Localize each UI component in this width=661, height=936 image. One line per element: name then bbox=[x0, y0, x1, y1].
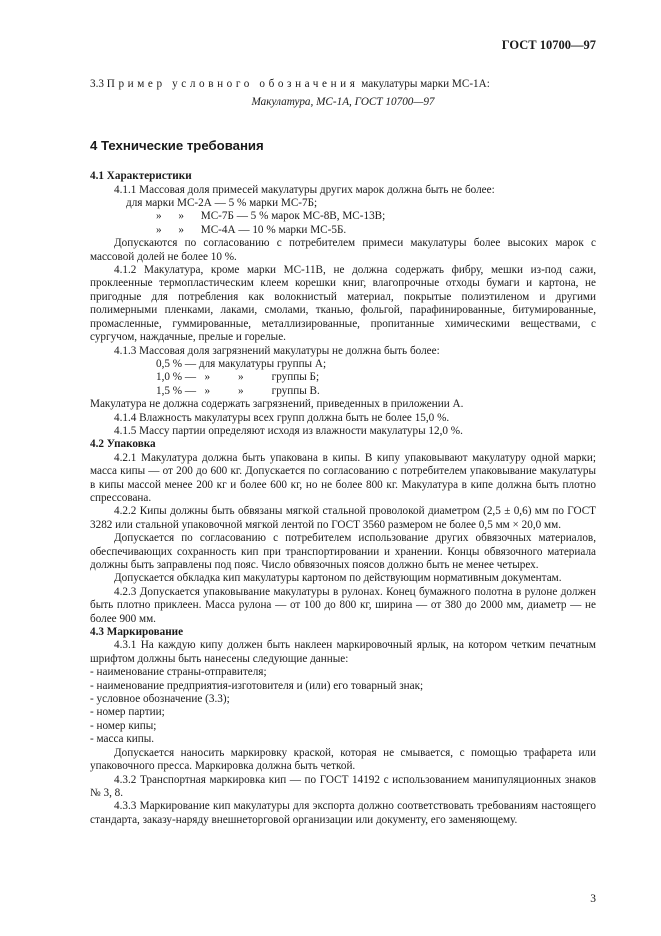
paragraph: Допускается обкладка кип макулатуры картоном по действующим нормативным документам. bbox=[114, 572, 562, 585]
subheading-4-1: 4.1 Характеристики bbox=[90, 170, 192, 183]
paragraph: Допускается по согласованию с потребителем использование других обвязочных материалов, обеспечивающих сохранность кип при транспортировании и хранении. Концы обвязочного материала должны быть заправлены под пояс. Число обвязочных поясов должно быть не менее четырех. bbox=[90, 532, 596, 571]
designation-example-label: Пример условного обозначения bbox=[106, 78, 359, 90]
paragraph: Допускается наносить маркировку краской, которая не смывается, с помощью трафарета или упаковочного пресса. Маркировка должна быть четкой. bbox=[90, 746, 596, 773]
paragraph: 4.1.5 Массу партии определяют исходя из влажности макулатуры 12,0 %. bbox=[114, 424, 463, 437]
clause-3-3: 3.3 Пример условного обозначения макулатуры марки МС-1А: bbox=[90, 78, 490, 90]
paragraph: 4.1.4 Влажность макулатуры всех групп должна быть не более 15,0 %. bbox=[114, 411, 450, 424]
page-number: 3 bbox=[590, 893, 596, 905]
list-item: - номер партии; bbox=[90, 706, 165, 719]
paragraph: 4.1.3 Массовая доля загрязнений макулатуры не должна быть более: bbox=[114, 344, 440, 357]
document-header: ГОСТ 10700—97 bbox=[501, 38, 596, 52]
paragraph: 4.2.1 Макулатура должна быть упакована в кипы. В кипу упаковывают макулатуру одной марки; масса кипы — от 200 до 600 кг. Допускается по согласованию с потребителем упаковывание макулатуры в кипы массой менее 200 кг и более 600 кг, но не более 800 кг. Макулатура в кипе должна быть плотно спрессована. bbox=[90, 451, 596, 504]
paragraph: 4.2.3 Допускается упаковывание макулатуры в рулонах. Конец бумажного полотна в рулоне должен быть плотно приклеен. Масса рулона — от 100 до 800 кг, ширина — от 380 до 2000 мм, диаметр — не более 900 мм. bbox=[90, 585, 596, 625]
list-item: » » МС-7Б — 5 % марок МС-8В, МС-13В; bbox=[156, 210, 386, 223]
list-item: » » МС-4А — 10 % марки МС-5Б. bbox=[156, 223, 347, 236]
list-item: - условное обозначение (3.3); bbox=[90, 693, 230, 706]
paragraph: Допускаются по согласованию с потребителем примеси макулатуры более высоких марок с массовой долей не более 10 %. bbox=[90, 237, 596, 263]
list-item: 1,5 % — » » группы В. bbox=[156, 384, 320, 397]
paragraph: 4.1.1 Массовая доля примесей макулатуры других марок должна быть не более: bbox=[114, 183, 495, 196]
list-item: 0,5 % — для макулатуры группы А; bbox=[156, 357, 327, 370]
paragraph: 4.2.2 Кипы должны быть обвязаны мягкой стальной проволокой диаметром (2,5 ± 0,6) мм по ГОСТ 3282 или стальной упаковочной мягкой лентой по ГОСТ 3560 размером не более 0,5 мм × 20,0 мм. bbox=[90, 505, 596, 531]
subheading-4-2: 4.2 Упаковка bbox=[90, 438, 156, 451]
designation-example: Макулатура, МС-1А, ГОСТ 10700—97 bbox=[251, 96, 435, 109]
list-item: - масса кипы. bbox=[90, 733, 155, 746]
paragraph: Макулатура не должна содержать загрязнений, приведенных в приложении А. bbox=[90, 398, 464, 411]
list-item: 1,0 % — » » группы Б; bbox=[156, 371, 320, 384]
paragraph: 4.3.2 Транспортная маркировка кип — по ГОСТ 14192 с использованием манипуляционных знаков № 3, 8. bbox=[90, 773, 596, 799]
paragraph: 4.3.3 Маркирование кип макулатуры для экспорта должно соответствовать требованиям настоящего стандарта, заказу-наряду внешнеторговой организации или документу, его заменяющему. bbox=[90, 800, 596, 826]
list-item: для марки МС-2А — 5 % марки МС-7Б; bbox=[126, 197, 318, 210]
list-item: - наименование предприятия-изготовителя и (или) его товарный знак; bbox=[90, 679, 424, 692]
list-item: - номер кипы; bbox=[90, 719, 157, 732]
subheading-4-3: 4.3 Маркирование bbox=[90, 626, 184, 639]
list-item: - наименование страны-отправителя; bbox=[90, 666, 267, 679]
paragraph: 4.3.1 На каждую кипу должен быть наклеен маркировочный ярлык, на котором четким печатным шрифтом должны быть нанесены следующие данные: bbox=[90, 639, 596, 665]
paragraph: 4.1.2 Макулатура, кроме марки МС-11В, не должна содержать фибру, мешки из-под сажи, проклеенные термопластическим клеем корешки книг, влагопрочные отходы бумаги и картона, не пригодные для потребления как волокнистый материал, покрытые полиэтиленом и другими полимерными пленками, лаками, смолами, тканью, фольгой, парафинированные, битумированные, промасленные, гуммированные, металлизированные, пропитанные химическими веществами, с сургучом, наждачные, прелые и горелые. bbox=[90, 264, 596, 344]
text-column bbox=[90, 78, 596, 827]
section-title: 4 Технические требования bbox=[90, 137, 264, 153]
